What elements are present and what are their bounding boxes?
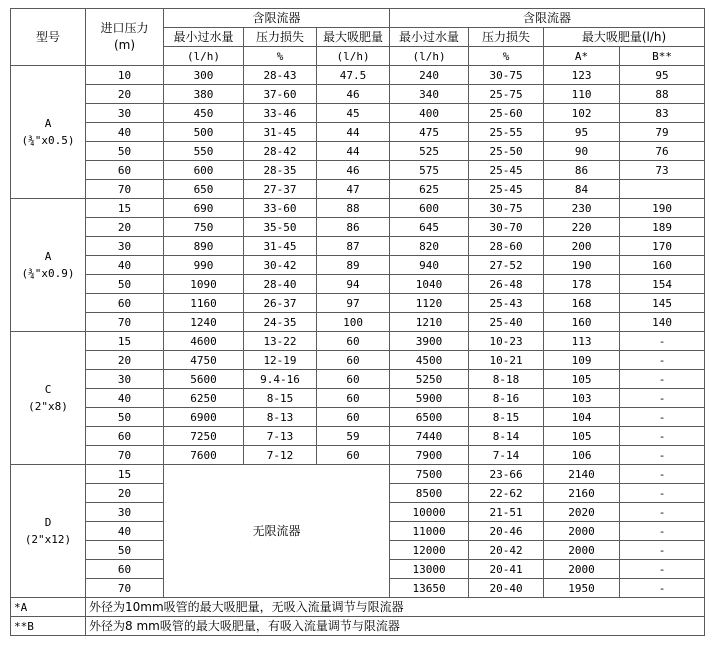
pressure-cell: 20 bbox=[86, 484, 164, 503]
suction-b-cell: 95 bbox=[620, 66, 705, 85]
footnote-text: 外径为10mm吸管的最大吸肥量，无吸入流量调节与限流器 bbox=[86, 598, 705, 617]
pressure-cell: 20 bbox=[86, 218, 164, 237]
pressure-loss-cell-2: 8-18 bbox=[469, 370, 544, 389]
model-size: (¾"x0.9) bbox=[21, 267, 75, 280]
unit-pct: % bbox=[469, 47, 544, 66]
suction-a-cell: 190 bbox=[544, 256, 620, 275]
suction-a-cell: 110 bbox=[544, 85, 620, 104]
min-water-cell: 7600 bbox=[164, 446, 244, 465]
min-water-cell: 990 bbox=[164, 256, 244, 275]
pressure-loss-cell: 31-45 bbox=[244, 123, 317, 142]
pressure-loss-cell: 28-43 bbox=[244, 66, 317, 85]
model-cell bbox=[11, 332, 86, 465]
min-water-cell: 4600 bbox=[164, 332, 244, 351]
pressure-cell: 30 bbox=[86, 370, 164, 389]
min-water-cell-2: 820 bbox=[390, 237, 469, 256]
suction-b-cell: - bbox=[620, 522, 705, 541]
max-suction-cell: 60 bbox=[317, 332, 390, 351]
pressure-loss-cell: 13-22 bbox=[244, 332, 317, 351]
group-with-limiter-right: 含限流器 bbox=[390, 9, 705, 28]
min-water-cell: 550 bbox=[164, 142, 244, 161]
suction-a-cell: 105 bbox=[544, 427, 620, 446]
suction-b-cell: - bbox=[620, 389, 705, 408]
suction-b-cell: 189 bbox=[620, 218, 705, 237]
table-row bbox=[11, 123, 705, 142]
max-suction-cell: 60 bbox=[317, 446, 390, 465]
suction-b-cell: - bbox=[620, 446, 705, 465]
suction-a-cell: 90 bbox=[544, 142, 620, 161]
min-water-cell-2: 12000 bbox=[390, 541, 469, 560]
pressure-loss-cell-2: 25-60 bbox=[469, 104, 544, 123]
max-suction-cell: 60 bbox=[317, 389, 390, 408]
pressure-loss-cell-2: 10-21 bbox=[469, 351, 544, 370]
pressure-loss-cell-2: 23-66 bbox=[469, 465, 544, 484]
min-water-cell-2: 7900 bbox=[390, 446, 469, 465]
min-water-cell: 650 bbox=[164, 180, 244, 199]
suction-b-cell: 170 bbox=[620, 237, 705, 256]
pressure-loss-cell-2: 22-62 bbox=[469, 484, 544, 503]
suction-b-cell: - bbox=[620, 560, 705, 579]
pressure-loss-cell: 28-35 bbox=[244, 161, 317, 180]
suction-b-cell: - bbox=[620, 351, 705, 370]
min-water-cell: 380 bbox=[164, 85, 244, 104]
min-water-cell-2: 575 bbox=[390, 161, 469, 180]
min-water-cell-2: 600 bbox=[390, 199, 469, 218]
sub-header-a: A* bbox=[544, 47, 620, 66]
max-suction-cell: 47 bbox=[317, 180, 390, 199]
suction-a-cell: 106 bbox=[544, 446, 620, 465]
min-water-cell: 500 bbox=[164, 123, 244, 142]
pressure-loss-cell-2: 8-15 bbox=[469, 408, 544, 427]
pressure-loss-cell: 7-12 bbox=[244, 446, 317, 465]
pressure-loss-cell: 31-45 bbox=[244, 237, 317, 256]
min-water-cell-2: 10000 bbox=[390, 503, 469, 522]
suction-b-cell: - bbox=[620, 465, 705, 484]
pressure-loss-cell-2: 25-40 bbox=[469, 313, 544, 332]
min-water-cell: 6900 bbox=[164, 408, 244, 427]
footnote-text: 外径为8 mm吸管的最大吸肥量，有吸入流量调节与限流器 bbox=[86, 617, 705, 636]
min-water-cell-2: 940 bbox=[390, 256, 469, 275]
max-suction-cell: 94 bbox=[317, 275, 390, 294]
pressure-loss-header-2: 压力损失 bbox=[469, 28, 544, 47]
suction-a-cell: 104 bbox=[544, 408, 620, 427]
suction-b-cell: 190 bbox=[620, 199, 705, 218]
pressure-cell: 20 bbox=[86, 351, 164, 370]
min-water-cell-2: 6500 bbox=[390, 408, 469, 427]
inlet-pressure-unit: (m) bbox=[113, 38, 136, 52]
pressure-cell: 60 bbox=[86, 294, 164, 313]
sub-header-b: B** bbox=[620, 47, 705, 66]
max-suction-cell: 46 bbox=[317, 161, 390, 180]
min-water-cell-2: 13650 bbox=[390, 579, 469, 598]
suction-a-cell: 200 bbox=[544, 237, 620, 256]
pressure-loss-cell: 27-37 bbox=[244, 180, 317, 199]
max-suction-cell: 45 bbox=[317, 104, 390, 123]
table-row bbox=[11, 427, 705, 446]
table-row bbox=[11, 370, 705, 389]
pressure-loss-cell-2: 25-55 bbox=[469, 123, 544, 142]
pressure-cell: 20 bbox=[86, 85, 164, 104]
suction-a-cell: 113 bbox=[544, 332, 620, 351]
pressure-cell: 40 bbox=[86, 256, 164, 275]
model-cell bbox=[11, 199, 86, 332]
suction-b-cell: 76 bbox=[620, 142, 705, 161]
min-water-cell-2: 4500 bbox=[390, 351, 469, 370]
pressure-loss-cell: 8-15 bbox=[244, 389, 317, 408]
pressure-loss-cell-2: 25-75 bbox=[469, 85, 544, 104]
max-suction-cell: 97 bbox=[317, 294, 390, 313]
pressure-loss-cell: 35-50 bbox=[244, 218, 317, 237]
group-with-limiter-left: 含限流器 bbox=[164, 9, 390, 28]
min-water-cell-2: 8500 bbox=[390, 484, 469, 503]
pressure-loss-cell-2: 25-50 bbox=[469, 142, 544, 161]
pressure-loss-cell-2: 7-14 bbox=[469, 446, 544, 465]
suction-b-cell: - bbox=[620, 503, 705, 522]
min-water-cell: 1240 bbox=[164, 313, 244, 332]
table-row bbox=[11, 294, 705, 313]
pressure-loss-cell: 12-19 bbox=[244, 351, 317, 370]
table-row bbox=[11, 161, 705, 180]
suction-b-cell: 154 bbox=[620, 275, 705, 294]
unit-lh: (l/h) bbox=[164, 47, 244, 66]
pressure-cell: 60 bbox=[86, 427, 164, 446]
model-name: C bbox=[44, 383, 52, 396]
suction-a-cell: 103 bbox=[544, 389, 620, 408]
model-size: (2"x8) bbox=[28, 400, 68, 413]
suction-b-cell: - bbox=[620, 427, 705, 446]
suction-a-cell: 220 bbox=[544, 218, 620, 237]
suction-a-cell: 105 bbox=[544, 370, 620, 389]
model-cell bbox=[11, 465, 86, 598]
min-water-cell-2: 7500 bbox=[390, 465, 469, 484]
pressure-loss-cell: 37-60 bbox=[244, 85, 317, 104]
table-row bbox=[11, 313, 705, 332]
pressure-loss-cell-2: 20-41 bbox=[469, 560, 544, 579]
pressure-cell: 70 bbox=[86, 180, 164, 199]
pressure-loss-cell-2: 25-45 bbox=[469, 180, 544, 199]
suction-b-cell: - bbox=[620, 332, 705, 351]
suction-b-cell: 160 bbox=[620, 256, 705, 275]
max-suction-cell: 47.5 bbox=[317, 66, 390, 85]
pressure-loss-cell-2: 25-45 bbox=[469, 161, 544, 180]
suction-a-cell: 84 bbox=[544, 180, 620, 199]
footnote-row bbox=[11, 617, 705, 636]
suction-a-cell: 2000 bbox=[544, 560, 620, 579]
pressure-loss-cell-2: 30-75 bbox=[469, 66, 544, 85]
suction-a-cell: 86 bbox=[544, 161, 620, 180]
table-row bbox=[11, 66, 705, 85]
pressure-cell: 10 bbox=[86, 66, 164, 85]
suction-a-cell: 2000 bbox=[544, 541, 620, 560]
suction-b-cell: 140 bbox=[620, 313, 705, 332]
pressure-cell: 30 bbox=[86, 503, 164, 522]
table-row bbox=[11, 408, 705, 427]
suction-b-cell: 88 bbox=[620, 85, 705, 104]
pressure-cell: 50 bbox=[86, 541, 164, 560]
suction-a-cell: 2160 bbox=[544, 484, 620, 503]
table-row bbox=[11, 275, 705, 294]
max-suction-lh-header: 最大吸肥量(l/h) bbox=[544, 28, 705, 47]
pressure-cell: 70 bbox=[86, 579, 164, 598]
header-row-1 bbox=[11, 9, 705, 28]
min-water-cell-2: 3900 bbox=[390, 332, 469, 351]
table-row bbox=[11, 389, 705, 408]
suction-b-cell: 79 bbox=[620, 123, 705, 142]
suction-b-cell: - bbox=[620, 579, 705, 598]
suction-a-cell: 160 bbox=[544, 313, 620, 332]
model-name: D bbox=[44, 516, 52, 529]
inlet-pressure-label: 进口压力 bbox=[100, 21, 149, 35]
min-water-cell: 600 bbox=[164, 161, 244, 180]
suction-a-cell: 2000 bbox=[544, 522, 620, 541]
pressure-loss-cell-2: 8-16 bbox=[469, 389, 544, 408]
pressure-loss-cell: 8-13 bbox=[244, 408, 317, 427]
model-header: 型号 bbox=[11, 9, 86, 66]
pressure-loss-cell-2: 10-23 bbox=[469, 332, 544, 351]
suction-a-cell: 230 bbox=[544, 199, 620, 218]
min-water-cell: 4750 bbox=[164, 351, 244, 370]
table-row bbox=[11, 446, 705, 465]
model-name: A bbox=[44, 117, 52, 130]
max-suction-cell: 100 bbox=[317, 313, 390, 332]
model-name: A bbox=[44, 250, 52, 263]
pressure-cell: 60 bbox=[86, 560, 164, 579]
footnote-mark: **B bbox=[11, 617, 86, 636]
pressure-cell: 60 bbox=[86, 161, 164, 180]
pressure-loss-cell: 7-13 bbox=[244, 427, 317, 446]
min-water-cell: 690 bbox=[164, 199, 244, 218]
min-water-cell-2: 1040 bbox=[390, 275, 469, 294]
table-row bbox=[11, 142, 705, 161]
max-suction-cell: 89 bbox=[317, 256, 390, 275]
min-water-cell-2: 400 bbox=[390, 104, 469, 123]
max-suction-cell: 87 bbox=[317, 237, 390, 256]
min-water-cell-2: 13000 bbox=[390, 560, 469, 579]
min-water-cell-2: 5250 bbox=[390, 370, 469, 389]
min-water-cell: 890 bbox=[164, 237, 244, 256]
footnote-mark: *A bbox=[11, 598, 86, 617]
max-suction-cell: 86 bbox=[317, 218, 390, 237]
inlet-pressure-header bbox=[86, 9, 164, 66]
min-water-cell-2: 240 bbox=[390, 66, 469, 85]
pressure-loss-cell: 33-46 bbox=[244, 104, 317, 123]
pressure-loss-cell: 24-35 bbox=[244, 313, 317, 332]
pressure-loss-cell-2: 30-70 bbox=[469, 218, 544, 237]
pressure-loss-cell-2: 20-42 bbox=[469, 541, 544, 560]
table-row bbox=[11, 332, 705, 351]
suction-b-cell: - bbox=[620, 370, 705, 389]
pressure-cell: 15 bbox=[86, 199, 164, 218]
pressure-cell: 30 bbox=[86, 104, 164, 123]
suction-b-cell: - bbox=[620, 408, 705, 427]
model-cell bbox=[11, 66, 86, 199]
min-water-cell-2: 645 bbox=[390, 218, 469, 237]
pressure-cell: 50 bbox=[86, 275, 164, 294]
suction-b-cell: 83 bbox=[620, 104, 705, 123]
suction-a-cell: 2140 bbox=[544, 465, 620, 484]
unit-lh: (l/h) bbox=[317, 47, 390, 66]
footnote-row bbox=[11, 598, 705, 617]
table-row bbox=[11, 85, 705, 104]
max-suction-header: 最大吸肥量 bbox=[317, 28, 390, 47]
pressure-cell: 40 bbox=[86, 389, 164, 408]
pressure-loss-cell: 28-42 bbox=[244, 142, 317, 161]
suction-b-cell: 145 bbox=[620, 294, 705, 313]
table-row bbox=[11, 237, 705, 256]
pressure-cell: 40 bbox=[86, 522, 164, 541]
pressure-loss-cell: 9.4-16 bbox=[244, 370, 317, 389]
pressure-cell: 70 bbox=[86, 313, 164, 332]
suction-a-cell: 168 bbox=[544, 294, 620, 313]
min-water-cell: 300 bbox=[164, 66, 244, 85]
max-suction-cell: 59 bbox=[317, 427, 390, 446]
model-size: (¾"x0.5) bbox=[21, 134, 75, 147]
pressure-loss-cell-2: 20-40 bbox=[469, 579, 544, 598]
min-water-cell-2: 340 bbox=[390, 85, 469, 104]
pressure-loss-cell-2: 21-51 bbox=[469, 503, 544, 522]
suction-b-cell: - bbox=[620, 484, 705, 503]
min-water-cell: 450 bbox=[164, 104, 244, 123]
min-water-cell: 1090 bbox=[164, 275, 244, 294]
table-row bbox=[11, 256, 705, 275]
pressure-cell: 50 bbox=[86, 142, 164, 161]
pressure-loss-cell-2: 28-60 bbox=[469, 237, 544, 256]
table-row bbox=[11, 351, 705, 370]
model-size: (2"x12) bbox=[24, 533, 72, 546]
suction-a-cell: 1950 bbox=[544, 579, 620, 598]
min-water-cell-2: 1210 bbox=[390, 313, 469, 332]
pressure-cell: 30 bbox=[86, 237, 164, 256]
min-water-cell-2: 525 bbox=[390, 142, 469, 161]
pressure-loss-cell-2: 30-75 bbox=[469, 199, 544, 218]
min-water-header-2: 最小过水量 bbox=[390, 28, 469, 47]
min-water-cell: 6250 bbox=[164, 389, 244, 408]
table-row bbox=[11, 218, 705, 237]
min-water-cell-2: 475 bbox=[390, 123, 469, 142]
suction-b-cell: 73 bbox=[620, 161, 705, 180]
max-suction-cell: 46 bbox=[317, 85, 390, 104]
table-row bbox=[11, 465, 705, 484]
max-suction-cell: 60 bbox=[317, 408, 390, 427]
min-water-cell-2: 11000 bbox=[390, 522, 469, 541]
min-water-cell: 750 bbox=[164, 218, 244, 237]
pressure-cell: 15 bbox=[86, 465, 164, 484]
pressure-loss-cell-2: 26-48 bbox=[469, 275, 544, 294]
specification-table bbox=[10, 8, 705, 636]
min-water-cell: 7250 bbox=[164, 427, 244, 446]
suction-a-cell: 95 bbox=[544, 123, 620, 142]
pressure-cell: 40 bbox=[86, 123, 164, 142]
pressure-loss-cell: 26-37 bbox=[244, 294, 317, 313]
pressure-cell: 70 bbox=[86, 446, 164, 465]
pressure-loss-cell: 28-40 bbox=[244, 275, 317, 294]
pressure-cell: 15 bbox=[86, 332, 164, 351]
no-limiter-cell: 无限流器 bbox=[164, 465, 390, 598]
min-water-cell-2: 7440 bbox=[390, 427, 469, 446]
suction-a-cell: 2020 bbox=[544, 503, 620, 522]
suction-a-cell: 178 bbox=[544, 275, 620, 294]
pressure-loss-cell-2: 20-46 bbox=[469, 522, 544, 541]
pressure-loss-cell-2: 25-43 bbox=[469, 294, 544, 313]
unit-pct: % bbox=[244, 47, 317, 66]
pressure-loss-cell-2: 27-52 bbox=[469, 256, 544, 275]
suction-b-cell: - bbox=[620, 541, 705, 560]
max-suction-cell: 88 bbox=[317, 199, 390, 218]
table-row bbox=[11, 104, 705, 123]
unit-lh: (l/h) bbox=[390, 47, 469, 66]
min-water-cell: 5600 bbox=[164, 370, 244, 389]
max-suction-cell: 44 bbox=[317, 123, 390, 142]
min-water-cell: 1160 bbox=[164, 294, 244, 313]
max-suction-cell: 44 bbox=[317, 142, 390, 161]
pressure-loss-header: 压力损失 bbox=[244, 28, 317, 47]
suction-b-cell bbox=[620, 180, 705, 199]
table-row bbox=[11, 199, 705, 218]
pressure-cell: 50 bbox=[86, 408, 164, 427]
pressure-loss-cell-2: 8-14 bbox=[469, 427, 544, 446]
suction-a-cell: 109 bbox=[544, 351, 620, 370]
min-water-cell-2: 1120 bbox=[390, 294, 469, 313]
max-suction-cell: 60 bbox=[317, 351, 390, 370]
min-water-cell-2: 5900 bbox=[390, 389, 469, 408]
min-water-header: 最小过水量 bbox=[164, 28, 244, 47]
suction-a-cell: 123 bbox=[544, 66, 620, 85]
table-row bbox=[11, 180, 705, 199]
pressure-loss-cell: 30-42 bbox=[244, 256, 317, 275]
min-water-cell-2: 625 bbox=[390, 180, 469, 199]
pressure-loss-cell: 33-60 bbox=[244, 199, 317, 218]
max-suction-cell: 60 bbox=[317, 370, 390, 389]
suction-a-cell: 102 bbox=[544, 104, 620, 123]
